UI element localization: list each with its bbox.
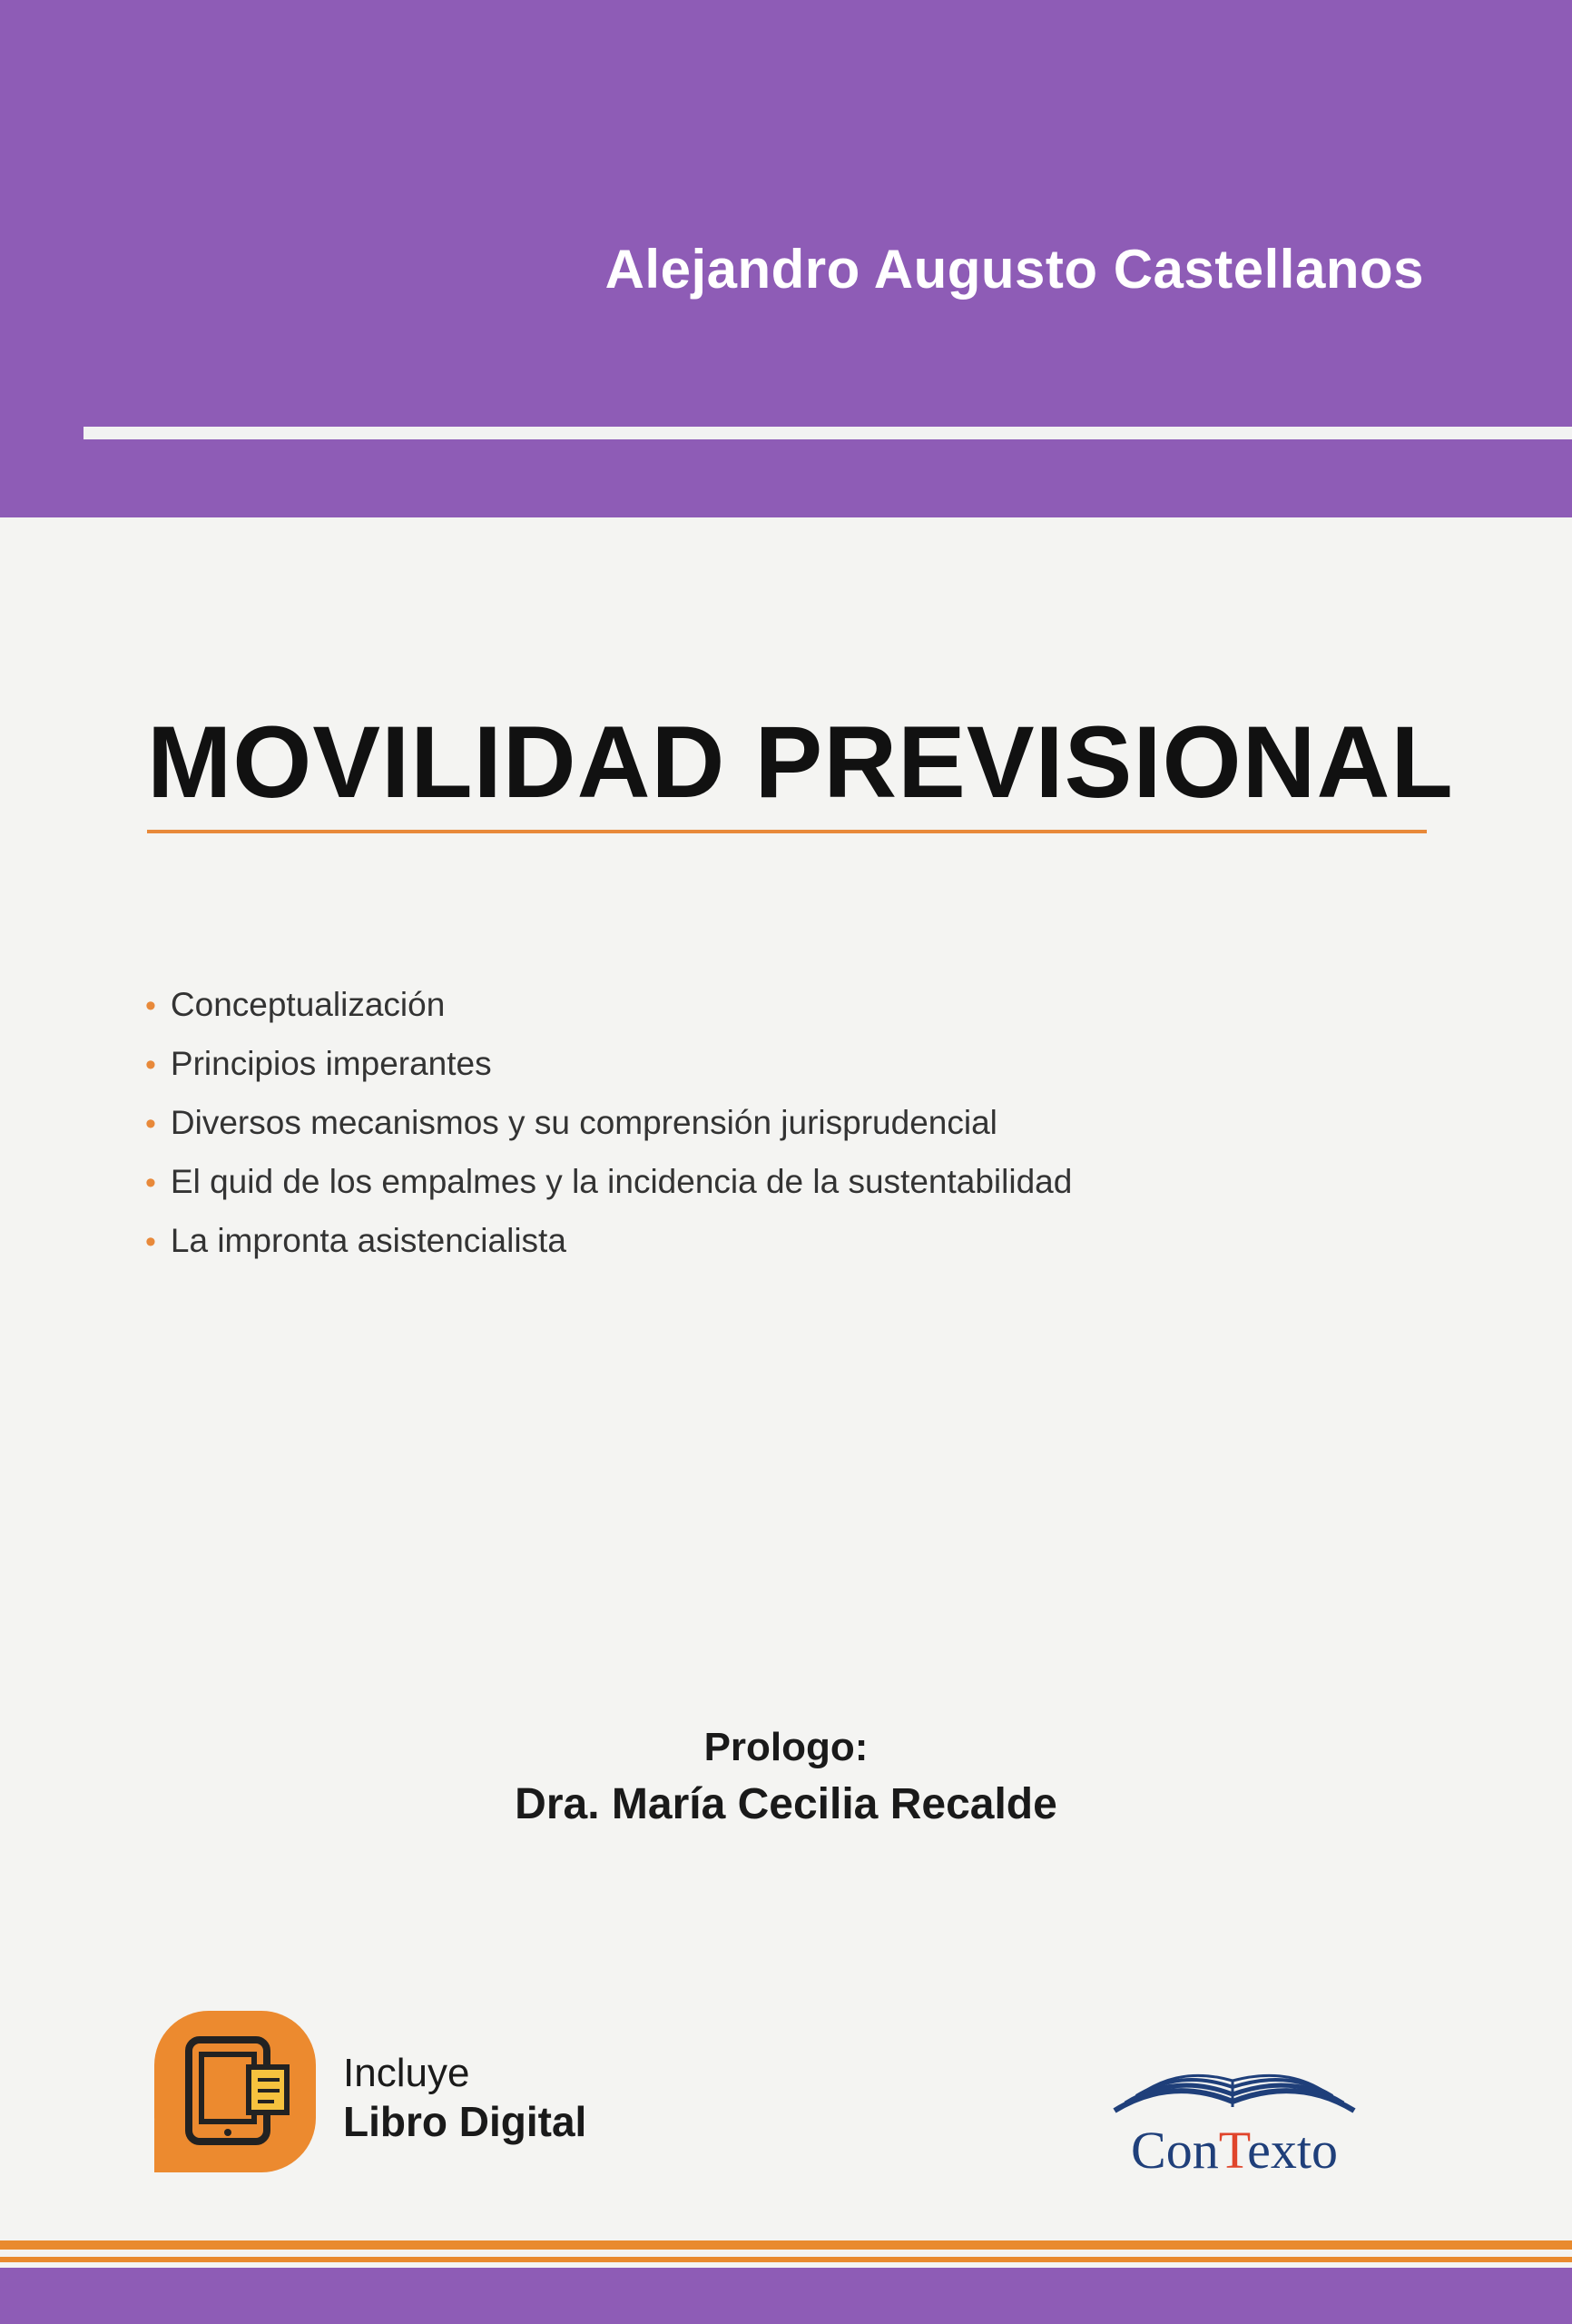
publisher-name-accent: T — [1218, 2121, 1248, 2180]
author-name: Alejandro Augusto Castellanos — [604, 239, 1424, 300]
bottom-band — [0, 2268, 1572, 2324]
prologue-label: Prologo: — [703, 1725, 869, 1769]
bullet-icon: • — [145, 1107, 156, 1141]
publisher-name-part: Con — [1131, 2121, 1219, 2180]
list-item — [145, 1212, 1072, 1271]
topic-label: El quid de los empalmes y la incidencia de la sustentabilidad — [170, 1163, 1073, 1200]
bullet-icon: • — [145, 1166, 156, 1200]
topic-label: La impronta asistencialista — [170, 1222, 566, 1259]
publisher-name-part: exto — [1247, 2121, 1338, 2180]
bottom-stripe — [0, 2240, 1572, 2250]
bullet-icon: • — [145, 989, 156, 1023]
bullet-icon: • — [145, 1048, 156, 1082]
title-underline — [147, 830, 1427, 833]
topic-list — [145, 976, 1072, 1271]
digital-book-label — [343, 2050, 586, 2146]
list-item — [145, 1094, 1072, 1153]
publisher-name — [1107, 2120, 1361, 2181]
list-item — [145, 1153, 1072, 1212]
list-item — [145, 976, 1072, 1035]
tablet-book-icon — [154, 2011, 316, 2172]
bottom-stripe — [0, 2257, 1572, 2262]
top-rule — [84, 427, 1572, 439]
bullet-icon: • — [145, 1225, 156, 1259]
publisher-logo — [1107, 2056, 1361, 2183]
prologue-author: Dra. María Cecilia Recalde — [515, 1780, 1057, 1828]
book-title: MOVILIDAD PREVISIONAL — [147, 705, 1454, 819]
list-item — [145, 1035, 1072, 1094]
open-book-icon — [1107, 2056, 1361, 2120]
topic-label: Conceptualización — [170, 986, 446, 1023]
topic-label: Diversos mecanismos y su comprensión jurisprudencial — [170, 1104, 997, 1141]
topic-label: Principios imperantes — [170, 1045, 492, 1082]
digital-line2: Libro Digital — [343, 2098, 587, 2145]
digital-line1: Incluye — [343, 2051, 470, 2095]
